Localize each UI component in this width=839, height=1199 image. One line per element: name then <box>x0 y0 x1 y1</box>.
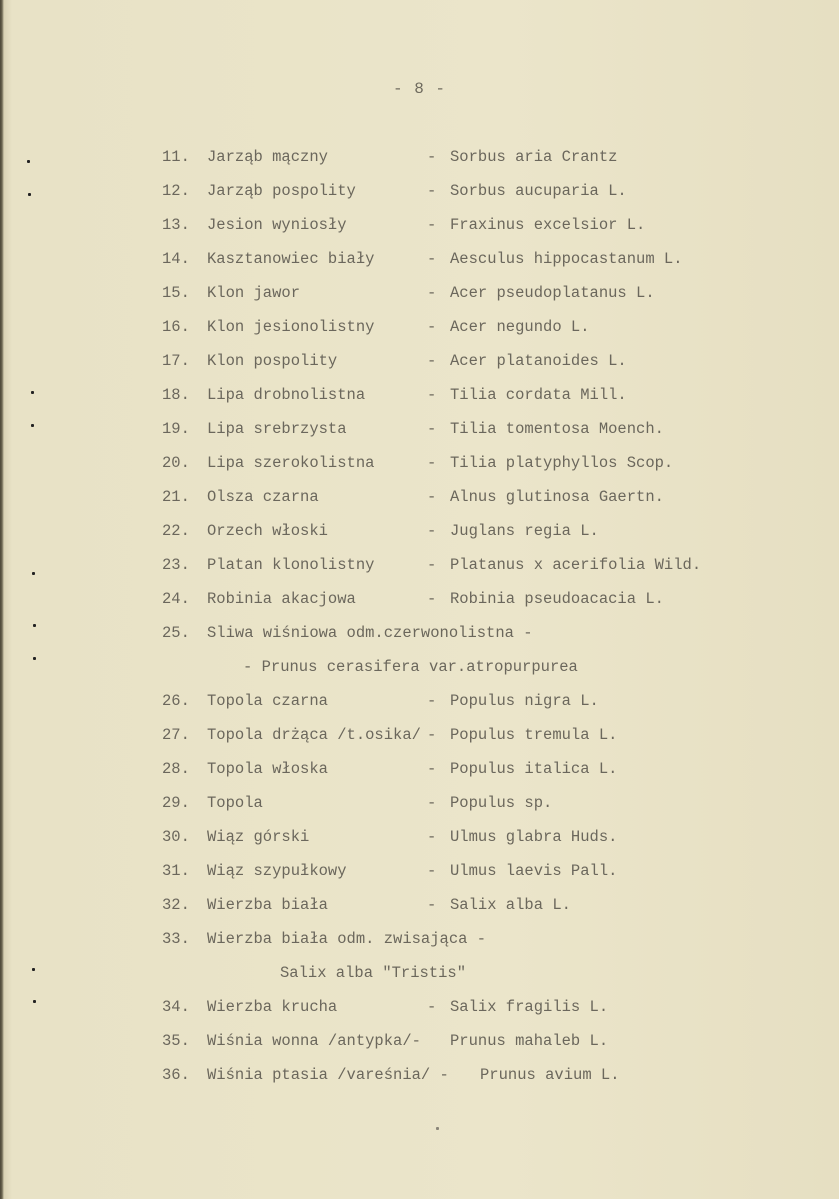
polish-name: Olsza czarna <box>207 488 319 506</box>
latin-name: Prunus avium L. <box>480 1066 620 1084</box>
list-item <box>162 216 822 250</box>
item-number: 34. <box>162 998 190 1016</box>
polish-name: Jarząb pospolity <box>207 182 356 200</box>
paper-speck <box>436 1127 439 1130</box>
separator-dash: - <box>427 896 437 914</box>
latin-name: Platanus x acerifolia Wild. <box>450 556 702 574</box>
polish-name: Platan klonolistny <box>207 556 375 574</box>
list-item <box>162 318 822 352</box>
separator-dash: - <box>427 726 437 744</box>
latin-name: Populus sp. <box>450 794 553 812</box>
separator-dash: - <box>427 386 437 404</box>
list-item <box>162 692 822 726</box>
list-item <box>162 760 822 794</box>
latin-name: Ulmus glabra Huds. <box>450 828 618 846</box>
punch-hole-mark <box>33 1000 36 1003</box>
separator-dash: - <box>427 692 437 710</box>
item-number: 18. <box>162 386 190 404</box>
latin-name: Robinia pseudoacacia L. <box>450 590 664 608</box>
list-item <box>162 896 822 930</box>
list-item <box>162 1032 822 1066</box>
punch-hole-mark <box>33 624 36 627</box>
latin-name: Populus tremula L. <box>450 726 618 744</box>
separator-dash: - <box>427 794 437 812</box>
list-item <box>162 352 822 386</box>
latin-name: Alnus glutinosa Gaertn. <box>450 488 664 506</box>
punch-hole-mark <box>32 968 35 971</box>
latin-name: Salix fragilis L. <box>450 998 609 1016</box>
list-item-continuation <box>162 964 822 998</box>
punch-hole-mark <box>27 160 30 163</box>
list-item <box>162 420 822 454</box>
latin-name: - Prunus cerasifera var.atropurpurea <box>243 658 578 676</box>
polish-name: Lipa drobnolistna <box>207 386 366 404</box>
separator-dash: - <box>427 828 437 846</box>
latin-name: Tilia cordata Mill. <box>450 386 627 404</box>
list-item <box>162 794 822 828</box>
separator-dash: - <box>427 318 437 336</box>
latin-name: Acer pseudoplatanus L. <box>450 284 655 302</box>
item-number: 21. <box>162 488 190 506</box>
polish-name: Topola drżąca /t.osika/ <box>207 726 421 744</box>
item-number: 24. <box>162 590 190 608</box>
list-item <box>162 250 822 284</box>
separator-dash: - <box>427 862 437 880</box>
separator-dash: - <box>427 216 437 234</box>
polish-name: Wiśnia wonna /antypka/- <box>207 1032 421 1050</box>
polish-name: Wiąz szypułkowy <box>207 862 347 880</box>
latin-name: Aesculus hippocastanum L. <box>450 250 683 268</box>
polish-name: Topola czarna <box>207 692 328 710</box>
list-item-continuation <box>162 658 822 692</box>
list-item <box>162 726 822 760</box>
polish-name: Topola włoska <box>207 760 328 778</box>
polish-name: Jesion wyniosły <box>207 216 347 234</box>
item-number: 23. <box>162 556 190 574</box>
item-number: 14. <box>162 250 190 268</box>
list-item <box>162 1066 822 1100</box>
item-number: 33. <box>162 930 190 948</box>
separator-dash: - <box>427 522 437 540</box>
list-item <box>162 556 822 590</box>
list-item <box>162 454 822 488</box>
punch-hole-mark <box>31 391 34 394</box>
polish-name: Kasztanowiec biały <box>207 250 375 268</box>
polish-name: Jarząb mączny <box>207 148 328 166</box>
item-number: 36. <box>162 1066 190 1084</box>
item-number: 19. <box>162 420 190 438</box>
polish-name: Wiąz górski <box>207 828 310 846</box>
separator-dash: - <box>427 148 437 166</box>
item-number: 13. <box>162 216 190 234</box>
page-number: - 8 - <box>392 80 446 98</box>
item-number: 15. <box>162 284 190 302</box>
polish-name: Orzech włoski <box>207 522 328 540</box>
list-item <box>162 148 822 182</box>
species-list <box>162 148 822 1100</box>
latin-name: Fraxinus excelsior L. <box>450 216 646 234</box>
list-item <box>162 828 822 862</box>
punch-hole-mark <box>31 424 34 427</box>
latin-name: Prunus mahaleb L. <box>450 1032 609 1050</box>
item-number: 22. <box>162 522 190 540</box>
item-number: 20. <box>162 454 190 472</box>
polish-name: Sliwa wiśniowa odm.czerwonolistna - <box>207 624 533 642</box>
list-item <box>162 488 822 522</box>
list-item <box>162 590 822 624</box>
item-number: 26. <box>162 692 190 710</box>
polish-name: Topola <box>207 794 263 812</box>
item-number: 32. <box>162 896 190 914</box>
punch-hole-mark <box>28 193 31 196</box>
polish-name: Wierzba krucha <box>207 998 338 1016</box>
item-number: 25. <box>162 624 190 642</box>
item-number: 31. <box>162 862 190 880</box>
separator-dash: - <box>427 760 437 778</box>
latin-name: Sorbus aria Crantz <box>450 148 618 166</box>
item-number: 16. <box>162 318 190 336</box>
separator-dash: - <box>427 352 437 370</box>
punch-hole-mark <box>32 572 35 575</box>
item-number: 29. <box>162 794 190 812</box>
list-item <box>162 862 822 896</box>
separator-dash: - <box>427 556 437 574</box>
polish-name: Wierzba biała <box>207 896 328 914</box>
polish-name: Wierzba biała odm. zwisająca - <box>207 930 487 948</box>
latin-name: Acer negundo L. <box>450 318 590 336</box>
item-number: 30. <box>162 828 190 846</box>
polish-name: Klon jawor <box>207 284 301 302</box>
latin-name: Tilia tomentosa Moench. <box>450 420 664 438</box>
item-number: 27. <box>162 726 190 744</box>
polish-name: Lipa szerokolistna <box>207 454 375 472</box>
list-item <box>162 930 822 964</box>
separator-dash: - <box>427 250 437 268</box>
latin-name: Juglans regia L. <box>450 522 599 540</box>
latin-name: Salix alba L. <box>450 896 571 914</box>
item-number: 35. <box>162 1032 190 1050</box>
polish-name: Robinia akacjowa <box>207 590 356 608</box>
separator-dash: - <box>427 590 437 608</box>
polish-name: Lipa srebrzysta <box>207 420 347 438</box>
list-item <box>162 182 822 216</box>
separator-dash: - <box>427 488 437 506</box>
polish-name: Wiśnia ptasia /vareśnia/ - <box>207 1066 449 1084</box>
separator-dash: - <box>427 182 437 200</box>
polish-name: Klon jesionolistny <box>207 318 375 336</box>
separator-dash: - <box>427 998 437 1016</box>
latin-name: Ulmus laevis Pall. <box>450 862 618 880</box>
latin-name: Populus italica L. <box>450 760 618 778</box>
list-item <box>162 284 822 318</box>
separator-dash: - <box>427 284 437 302</box>
latin-name: Sorbus aucuparia L. <box>450 182 627 200</box>
list-item <box>162 386 822 420</box>
list-item <box>162 998 822 1032</box>
latin-name: Populus nigra L. <box>450 692 599 710</box>
item-number: 28. <box>162 760 190 778</box>
separator-dash: - <box>427 420 437 438</box>
latin-name: Salix alba "Tristis" <box>280 964 467 982</box>
item-number: 17. <box>162 352 190 370</box>
separator-dash: - <box>427 454 437 472</box>
list-item <box>162 522 822 556</box>
latin-name: Acer platanoides L. <box>450 352 627 370</box>
polish-name: Klon pospolity <box>207 352 338 370</box>
punch-hole-mark <box>33 657 36 660</box>
item-number: 12. <box>162 182 190 200</box>
item-number: 11. <box>162 148 190 166</box>
latin-name: Tilia platyphyllos Scop. <box>450 454 674 472</box>
list-item <box>162 624 822 658</box>
